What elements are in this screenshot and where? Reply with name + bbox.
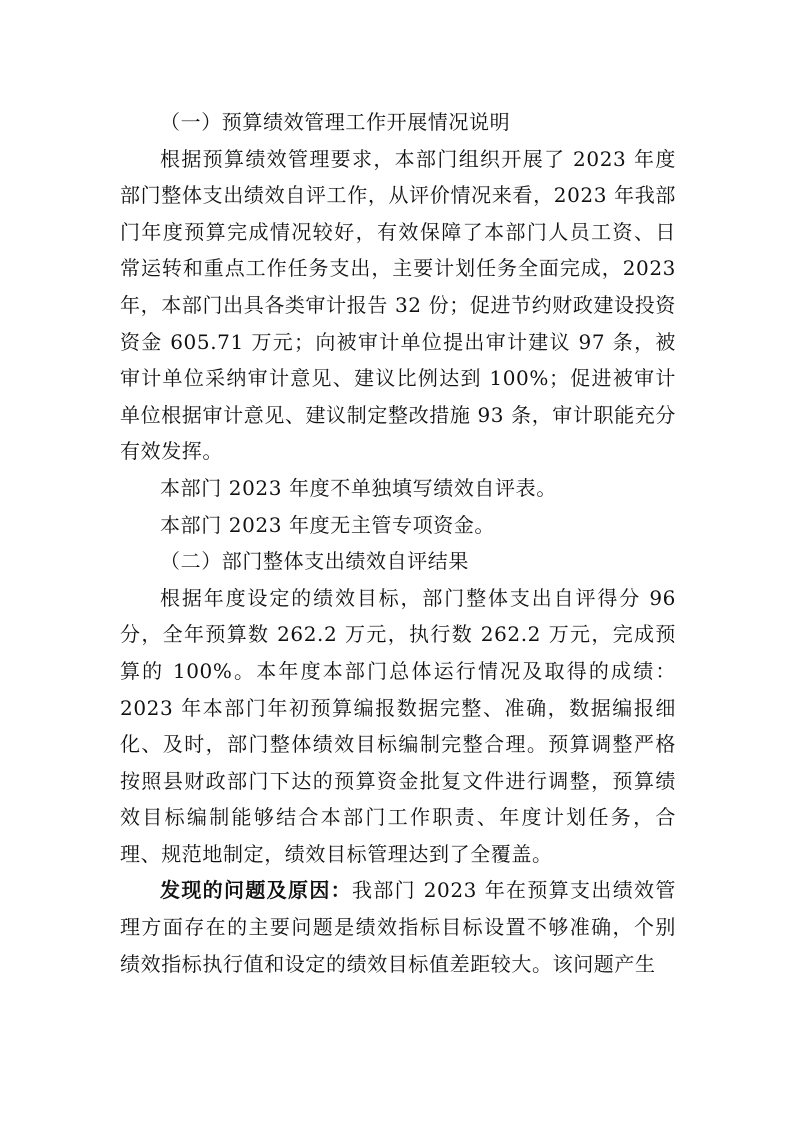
problems-and-causes-text: 我部门 2023 年在预算支出绩效管理方面存在的主要问题是绩效指标目标设置不够准确，个别绩效指标执行值和设定的绩效目标值差距较大。该问题产生 (120, 878, 676, 976)
paragraph-self-evaluation-form-note: 本部门 2023 年度不单独填写绩效自评表。 (160, 475, 557, 500)
paragraph-evaluation-results: 根据年度设定的绩效目标，部门整体支出自评得分 96 分，全年预算数 262.2 万元，执行数 262.2 万元，完成预算的 100%。本年度本部门总体运行情况及取得的成绩：2023 年本部门年初预算编报数据完整、准确，数据编报细化、及时，部门整体绩效目标编制完整合理。预算调整严格按照县财政部门下达的预算资金批复文件进行调整，预算绩效目标编制能够结合本部门工作职责、年度计划任务，合理、规范地制定，绩效目标管理达到了全覆盖。 (120, 585, 676, 866)
paragraph-problems-and-causes (120, 872, 676, 982)
section-heading-evaluation-results: （二）部门整体支出绩效自评结果 (160, 549, 469, 574)
problems-and-causes-label: 发现的问题及原因： (160, 878, 353, 903)
paragraph-budget-performance-summary: 根据预算绩效管理要求，本部门组织开展了 2023 年度部门整体支出绩效自评工作，从评价情况来看，2023 年我部门年度预算完成情况较好，有效保障了本部门人员工资、日常运转和重点工作任务支出，主要计划任务全面完成，2023 年，本部门出具各类审计报告 32 份；促进节约财政建设投资资金 605.71 万元；向被审计单位提出审计建议 97 条，被审计单位采纳审计意见、建议比例达到 100%；促进被审计单位根据审计意见、建议制定整改措施 93 条，审计职能充分有效发挥。 (120, 146, 676, 464)
section-heading-budget-performance-management: （一）预算绩效管理工作开展情况说明 (160, 110, 511, 134)
paragraph-special-funds-note: 本部门 2023 年度无主管专项资金。 (160, 512, 496, 537)
document-body (120, 104, 676, 982)
